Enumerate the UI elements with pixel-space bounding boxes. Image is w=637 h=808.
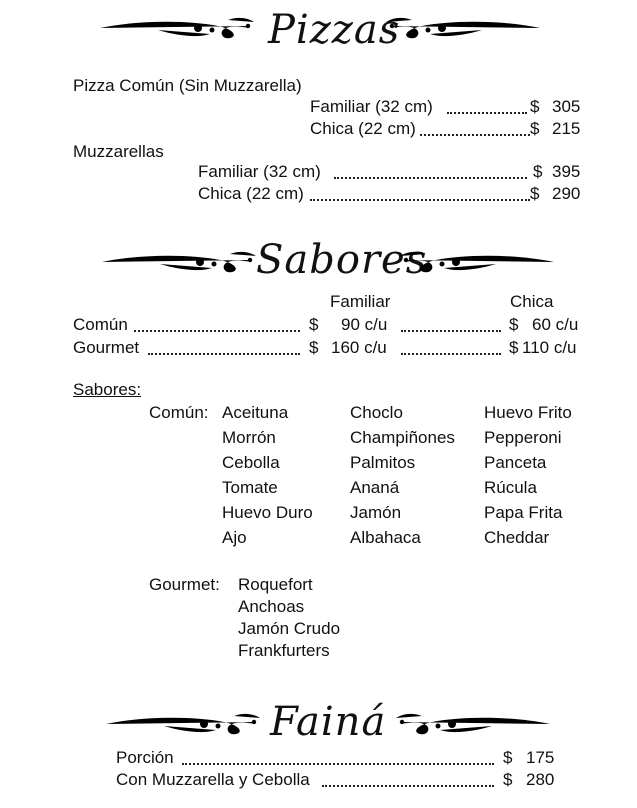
faina-porcion-label: Porción	[116, 748, 174, 767]
sabor-gourmet-familiar-price: 160 c/u	[331, 338, 387, 357]
leader-dots	[334, 162, 527, 184]
column-header-chica: Chica	[510, 292, 554, 311]
flavor-list-item: Albahaca	[350, 528, 421, 547]
flavor-list-item: Pepperoni	[484, 428, 562, 447]
ornament-right-icon	[382, 16, 542, 44]
flavor-list-item: Roquefort	[238, 575, 313, 594]
ornament-left-icon	[104, 712, 264, 740]
flavor-list-item: Anchoas	[238, 597, 305, 616]
currency-sign: $	[309, 338, 319, 357]
leader-dots	[447, 97, 527, 119]
ornament-left-icon	[98, 16, 258, 44]
ornament-right-icon	[396, 250, 556, 278]
muzzarellas-heading: Muzzarellas	[73, 142, 164, 161]
flavor-list-item: Frankfurters	[238, 641, 330, 660]
pizza-comun-heading: Pizza Común (Sin Muzzarella)	[73, 76, 302, 95]
currency-sign: $	[530, 184, 540, 203]
flavor-list-item: Choclo	[350, 403, 403, 422]
leader-dots	[182, 748, 494, 770]
section-title-sabores: Sabores	[256, 237, 428, 283]
leader-dots	[322, 770, 494, 792]
leader-dots	[134, 315, 300, 337]
faina-porcion-price: 175	[526, 748, 555, 767]
flavor-list-item: Tomate	[222, 478, 278, 497]
flavor-list-item: Ajo	[222, 528, 247, 547]
section-title-pizzas: Pizzas	[268, 7, 401, 53]
faina-muzza-cebolla-label: Con Muzzarella y Cebolla	[116, 770, 310, 789]
leader-dots	[401, 338, 501, 360]
muzza-chica-price: 290	[552, 184, 581, 203]
sabor-gourmet-label: Gourmet	[73, 338, 140, 357]
pizza-comun-chica-price: 215	[552, 119, 581, 138]
flavor-list-item: Cheddar	[484, 528, 550, 547]
pizza-comun-chica-label: Chica (22 cm)	[310, 119, 416, 138]
flavor-list-item: Huevo Duro	[222, 503, 313, 522]
sabor-comun-chica-price: 60 c/u	[532, 315, 579, 334]
currency-sign: $	[533, 162, 543, 181]
flavor-list-item: Panceta	[484, 453, 547, 472]
currency-sign: $	[509, 338, 519, 357]
currency-sign: $	[530, 97, 540, 116]
flavor-list-item: Jamón	[350, 503, 402, 522]
flavor-list-item: Jamón Crudo	[238, 619, 341, 638]
muzza-chica-label: Chica (22 cm)	[198, 184, 304, 203]
leader-dots	[310, 184, 530, 206]
flavor-list-item: Ananá	[350, 478, 400, 497]
comun-list-label: Común:	[149, 403, 209, 422]
currency-sign: $	[309, 315, 319, 334]
gourmet-list-label: Gourmet:	[149, 575, 220, 594]
sabor-comun-label: Común	[73, 315, 128, 334]
flavor-list-item: Morrón	[222, 428, 276, 447]
muzza-familiar-label: Familiar (32 cm)	[198, 162, 321, 181]
currency-sign: $	[509, 315, 519, 334]
ornament-left-icon	[100, 250, 260, 278]
currency-sign: $	[503, 748, 513, 767]
faina-muzza-cebolla-price: 280	[526, 770, 555, 789]
flavor-list-item: Aceituna	[222, 403, 289, 422]
ornament-right-icon	[392, 712, 552, 740]
flavor-list-item: Rúcula	[484, 478, 537, 497]
muzza-familiar-price: 395	[552, 162, 581, 181]
leader-dots	[148, 338, 300, 360]
leader-dots	[420, 119, 530, 141]
flavor-list-item: Papa Frita	[484, 503, 563, 522]
column-header-familiar: Familiar	[330, 292, 391, 311]
currency-sign: $	[530, 119, 540, 138]
section-title-faina: Fainá	[270, 699, 387, 745]
flavor-list-item: Cebolla	[222, 453, 280, 472]
sabores-list-heading: Sabores:	[73, 380, 142, 399]
flavor-list-item: Palmitos	[350, 453, 416, 472]
flavor-list-item: Huevo Frito	[484, 403, 572, 422]
pizza-comun-familiar-label: Familiar (32 cm)	[310, 97, 433, 116]
sabor-gourmet-chica-price: 110 c/u	[522, 338, 577, 357]
leader-dots	[401, 315, 501, 337]
pizza-comun-familiar-price: 305	[552, 97, 581, 116]
sabor-comun-familiar-price: 90 c/u	[341, 315, 388, 334]
currency-sign: $	[503, 770, 513, 789]
flavor-list-item: Champiñones	[350, 428, 455, 447]
